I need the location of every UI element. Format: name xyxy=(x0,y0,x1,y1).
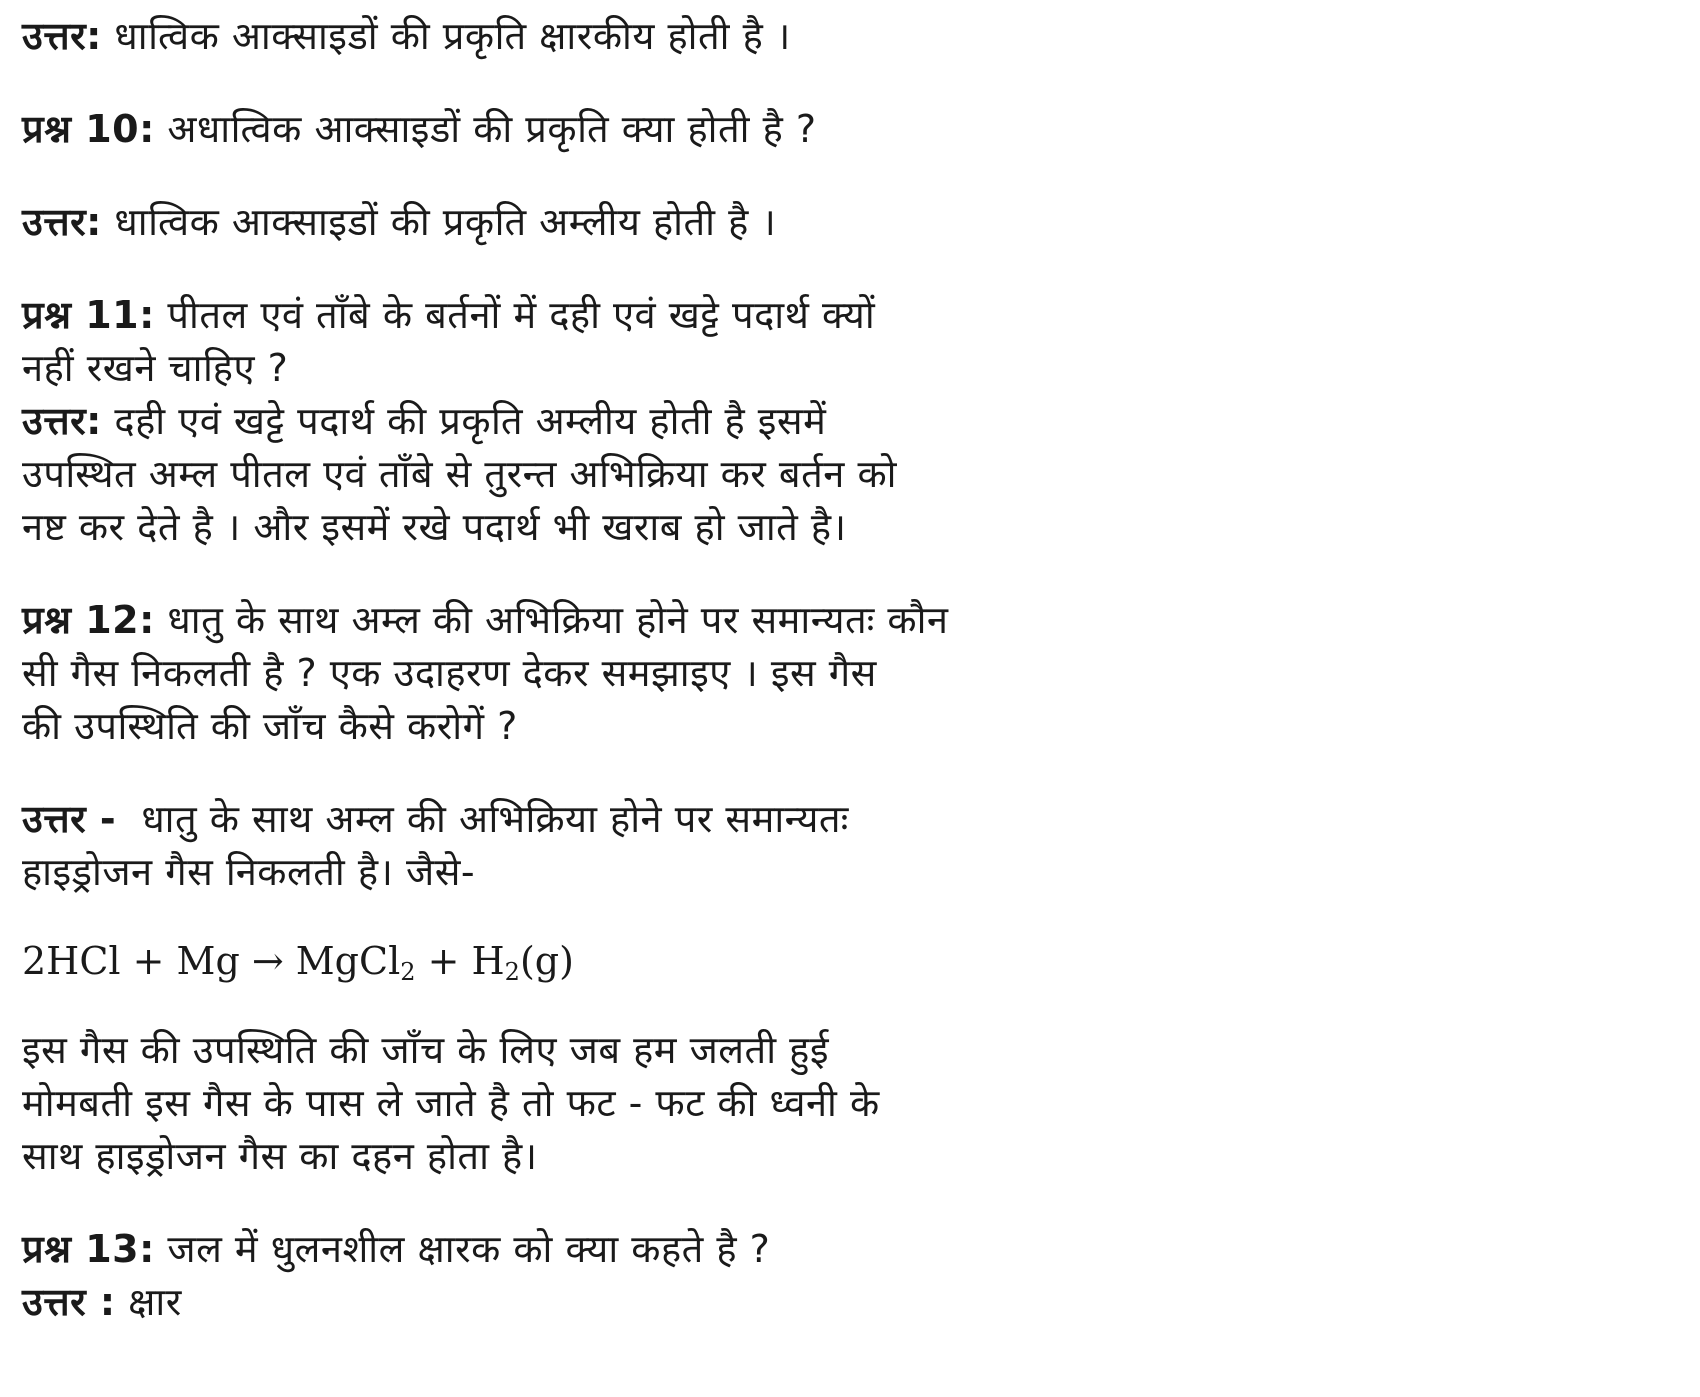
answer-label: उत्तर: xyxy=(22,200,102,244)
question-block xyxy=(22,103,1662,156)
equation-subscript: 2 xyxy=(504,958,520,986)
question-label: प्रश्न 13: xyxy=(22,1227,155,1271)
question-label: प्रश्न 10: xyxy=(22,107,155,151)
answer-block xyxy=(22,196,1662,249)
answer-text: नष्ट कर देते है । और इसमें रखे पदार्थ भी खराब हो जाते है। xyxy=(22,505,847,549)
question-text: जल में धुलनशील क्षारक को क्या कहते है ? xyxy=(167,1227,771,1271)
question-block xyxy=(22,594,1662,753)
question-label: प्रश्न 12: xyxy=(22,598,155,642)
question-text: नहीं रखने चाहिए ? xyxy=(22,346,289,390)
answer-block xyxy=(22,395,1662,554)
text-line xyxy=(22,793,1662,846)
question-text: अधात्विक आक्साइडों की प्रकृति क्या होती है ? xyxy=(167,107,817,151)
equation-lhs: 2HCl + Mg → MgCl xyxy=(22,939,401,983)
question-block xyxy=(22,1223,1662,1276)
equation-mid: + H xyxy=(415,939,505,983)
question-text: धातु के साथ अम्ल की अभिक्रिया होने पर समान्यतः कौन xyxy=(167,598,949,642)
text-line xyxy=(22,289,1662,342)
text-line xyxy=(22,395,1662,448)
text-line xyxy=(22,594,1662,647)
answer-text: उपस्थित अम्ल पीतल एवं ताँबे से तुरन्त अभिक्रिया कर बर्तन को xyxy=(22,452,897,496)
answer-block xyxy=(22,793,1662,899)
text-block xyxy=(22,1024,1662,1183)
document-page xyxy=(22,10,1662,1329)
question-text: की उपस्थिति की जाँच कैसे करोगें ? xyxy=(22,704,518,748)
answer-text: हाइड्रोजन गैस निकलती है। जैसे- xyxy=(22,850,476,894)
question-text: पीतल एवं ताँबे के बर्तनों में दही एवं खट्टे पदार्थ क्यों xyxy=(167,293,876,337)
body-text: साथ हाइड्रोजन गैस का दहन होता है। xyxy=(22,1134,538,1178)
answer-block xyxy=(22,10,1662,63)
chemical-equation xyxy=(22,935,1662,988)
answer-block xyxy=(22,1276,1662,1329)
text-line xyxy=(22,1223,1662,1276)
body-text: मोमबती इस गैस के पास ले जाते है तो फट - फट की ध्वनी के xyxy=(22,1081,880,1125)
text-line xyxy=(22,196,1662,249)
equation-rhs: (g) xyxy=(519,939,574,983)
answer-text: धात्विक आक्साइडों की प्रकृति अम्लीय होती है । xyxy=(114,200,777,244)
equation-subscript: 2 xyxy=(400,958,416,986)
answer-label: उत्तर: xyxy=(22,399,102,443)
body-text: इस गैस की उपस्थिति की जाँच के लिए जब हम जलती हुई xyxy=(22,1028,829,1072)
answer-text: धात्विक आक्साइडों की प्रकृति क्षारकीय होती है । xyxy=(114,14,791,58)
answer-label: उत्तर : xyxy=(22,1280,116,1324)
answer-text: धातु के साथ अम्ल की अभिक्रिया होने पर समान्यतः xyxy=(141,797,849,841)
question-block xyxy=(22,289,1662,395)
answer-text: दही एवं खट्टे पदार्थ की प्रकृति अम्लीय होती है इसमें xyxy=(114,399,827,443)
text-line xyxy=(22,1276,1662,1329)
text-line xyxy=(22,103,1662,156)
answer-label: उत्तर: xyxy=(22,14,102,58)
text-line xyxy=(22,10,1662,63)
question-label: प्रश्न 11: xyxy=(22,293,155,337)
answer-label: उत्तर - xyxy=(22,797,117,841)
answer-text: क्षार xyxy=(128,1280,182,1324)
question-text: सी गैस निकलती है ? एक उदाहरण देकर समझाइए । इस गैस xyxy=(22,651,877,695)
